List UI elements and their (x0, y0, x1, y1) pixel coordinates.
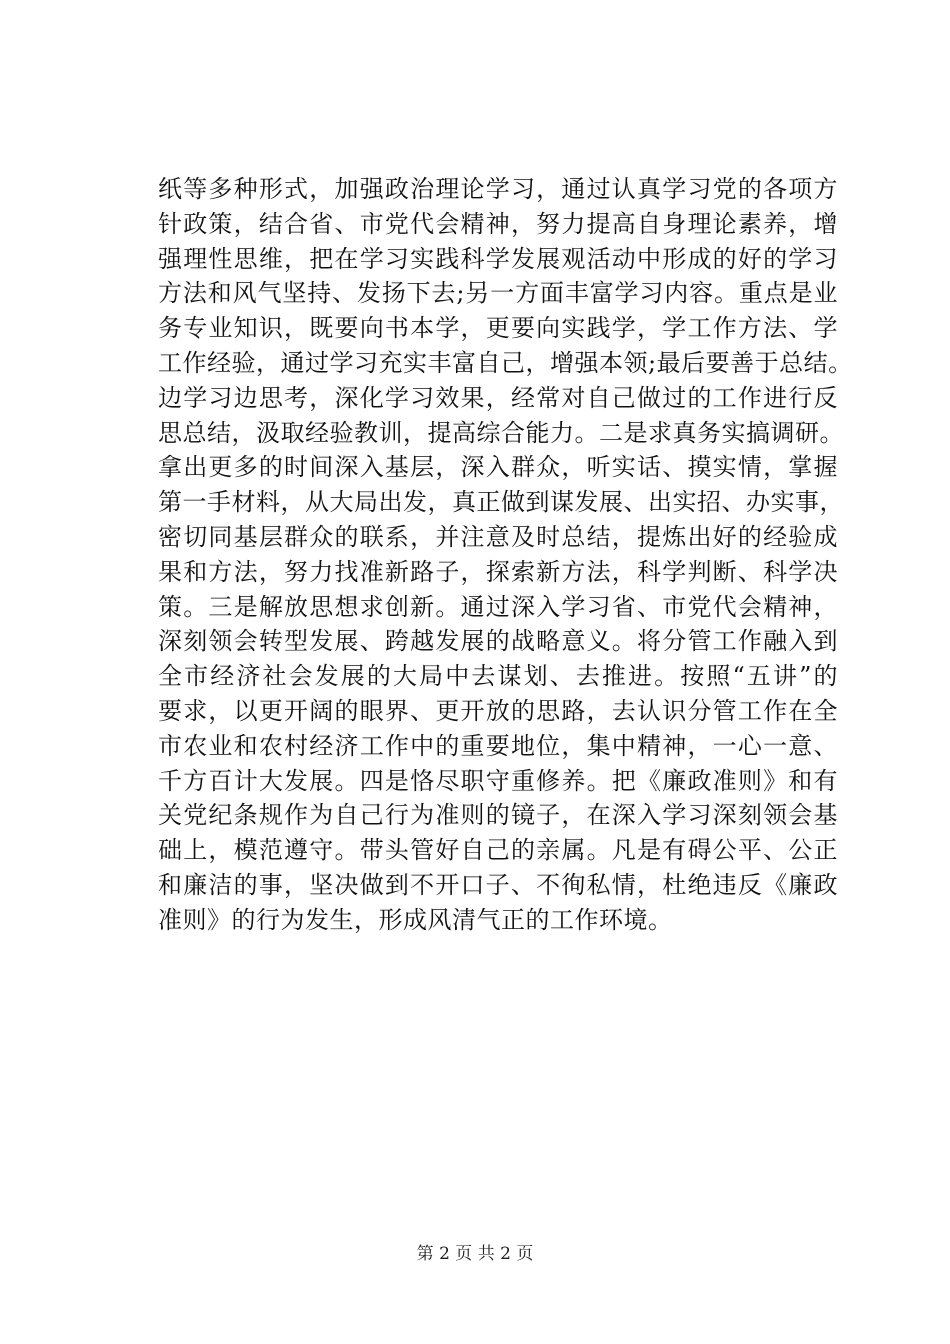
text-line: 纸等多种形式，加强政治理论学习，通过认真学习党的各项方 (158, 175, 838, 203)
text-line: 要求，以更开阔的眼界、更开放的思路，去认识分管工作在全 (158, 696, 838, 725)
text-line: 全市经济社会发展的大局中去谋划、去推进。按照“五讲”的 (158, 662, 838, 691)
text-line: 千方百计大发展。四是恪尽职守重修养。把《廉政准则》和有 (158, 766, 838, 795)
text-line: 关党纪条规作为自己行为准则的镜子，在深入学习深刻领会基 (158, 801, 838, 830)
text-line: 务专业知识，既要向书本学，更要向实践学，学工作方法、学 (158, 314, 838, 343)
text-line: 第一手材料，从大局出发，真正做到谋发展、出实招、办实事， (158, 488, 844, 517)
text-line: 边学习边思考，深化学习效果，经常对自己做过的工作进行反 (158, 383, 838, 412)
text-line: 深刻领会转型发展、跨越发展的战略意义。将分管工作融入到 (158, 627, 838, 656)
text-line: 强理性思维，把在学习实践科学发展观活动中形成的好的学习 (158, 244, 838, 273)
text-line: 工作经验，通过学习充实丰富自己，增强本领;最后要善于总结。 (158, 348, 853, 377)
text-line: 市农业和农村经济工作中的重要地位，集中精神，一心一意、 (158, 731, 838, 760)
page-footer (0, 1243, 950, 1265)
text-line: 策。三是解放思想求创新。通过深入学习省、市党代会精神， (158, 592, 838, 621)
text-line: 础上，模范遵守。带头管好自己的亲属。凡是有碍公平、公正 (158, 836, 838, 865)
text-line: 准则》的行为发生，形成风清气正的工作环境。 (158, 905, 673, 934)
text-line: 密切同基层群众的联系，并注意及时总结，提炼出好的经验成 (158, 522, 838, 551)
text-line: 拿出更多的时间深入基层，深入群众，听实话、摸实情，掌握 (158, 453, 838, 482)
text-line: 方法和风气坚持、发扬下去;另一方面丰富学习内容。重点是业 (158, 279, 838, 308)
page-number-label: 第 2 页 共 2 页 (416, 1244, 534, 1264)
body-text (158, 172, 853, 938)
text-line: 针政策，结合省、市党代会精神，努力提高自身理论素养，增 (158, 209, 838, 238)
text-line: 思总结，汲取经验教训，提高综合能力。二是求真务实搞调研。 (158, 418, 844, 447)
text-line: 果和方法，努力找准新路子，探索新方法，科学判断、科学决 (158, 557, 838, 586)
text-line: 和廉洁的事，坚决做到不开口子、不徇私情，杜绝违反《廉政 (158, 870, 838, 899)
